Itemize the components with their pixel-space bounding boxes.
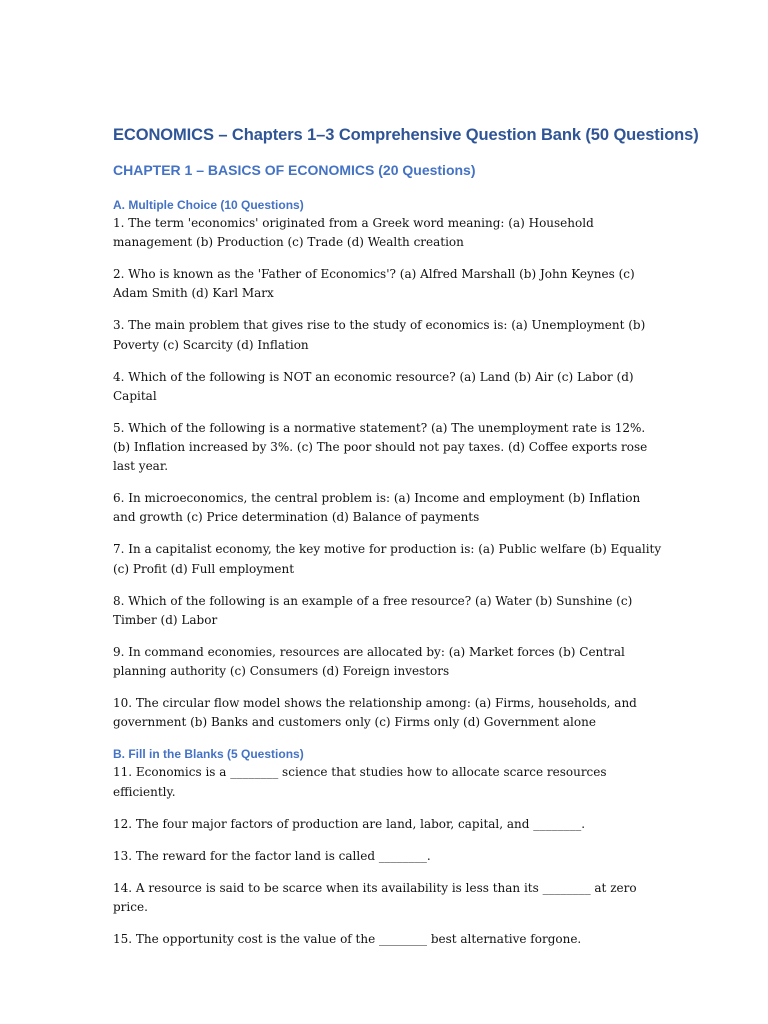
question-3: 3. The main problem that gives rise to the study of economics is: (a) Unemployment (b) Poverty (c) Scarcity (d) Inflation: [113, 318, 646, 352]
chapter-1-heading: CHAPTER 1 – BASICS OF ECONOMICS (20 Questions): [113, 162, 476, 178]
question-10: 10. The circular flow model shows the relationship among: (a) Firms, households, and government (b) Banks and customers only (c) Firms only (d) Government alone: [113, 696, 637, 730]
question-8: 8. Which of the following is an example of a free resource? (a) Water (b) Sunshine (c) Timber (d) Labor: [113, 593, 633, 627]
question-13: 13. The reward for the factor land is called ________.: [113, 848, 431, 863]
question-4: 4. Which of the following is NOT an economic resource? (a) Land (b) Air (c) Labor (d) Capital: [113, 369, 634, 403]
question-5: 5. Which of the following is a normative statement? (a) The unemployment rate is 12%. (b) Inflation increased by 3%. (c) The poor should not pay taxes. (d) Coffee exports rose last year.: [113, 420, 648, 474]
question-15: 15. The opportunity cost is the value of the ________ best alternative forgone.: [113, 931, 582, 946]
section-a-heading: A. Multiple Choice (10 Questions): [113, 198, 304, 212]
question-2: 2. Who is known as the 'Father of Economics'? (a) Alfred Marshall (b) John Keynes (c) Adam Smith (d) Karl Marx: [113, 267, 635, 301]
document-page: [113, 124, 699, 962]
document-title: ECONOMICS – Chapters 1–3 Comprehensive Question Bank (50 Questions): [113, 126, 699, 144]
question-12: 12. The four major factors of production are land, labor, capital, and ________.: [113, 816, 586, 831]
question-9: 9. In command economies, resources are allocated by: (a) Market forces (b) Central planning authority (c) Consumers (d) Foreign investors: [113, 644, 625, 679]
question-11: 11. Economics is a ________ science that studies how to allocate scarce resources efficiently.: [113, 765, 607, 799]
question-7: 7. In a capitalist economy, the key motive for production is: (a) Public welfare (b) Equality (c) Profit (d) Full employment: [113, 542, 662, 576]
section-b-heading: B. Fill in the Blanks (5 Questions): [113, 747, 304, 762]
question-1: 1. The term 'economics' originated from a Greek word meaning: (a) Household management (b) Production (c) Trade (d) Wealth creation: [113, 216, 594, 250]
section-multiple-choice: [113, 196, 663, 732]
question-14: 14. A resource is said to be scarce when its availability is less than its ________ at zero price.: [113, 880, 637, 914]
section-fill-in-the-blanks: [113, 745, 663, 949]
question-6: 6. In microeconomics, the central problem is: (a) Income and employment (b) Inflation and growth (c) Price determination (d) Balance of payments: [113, 491, 641, 525]
